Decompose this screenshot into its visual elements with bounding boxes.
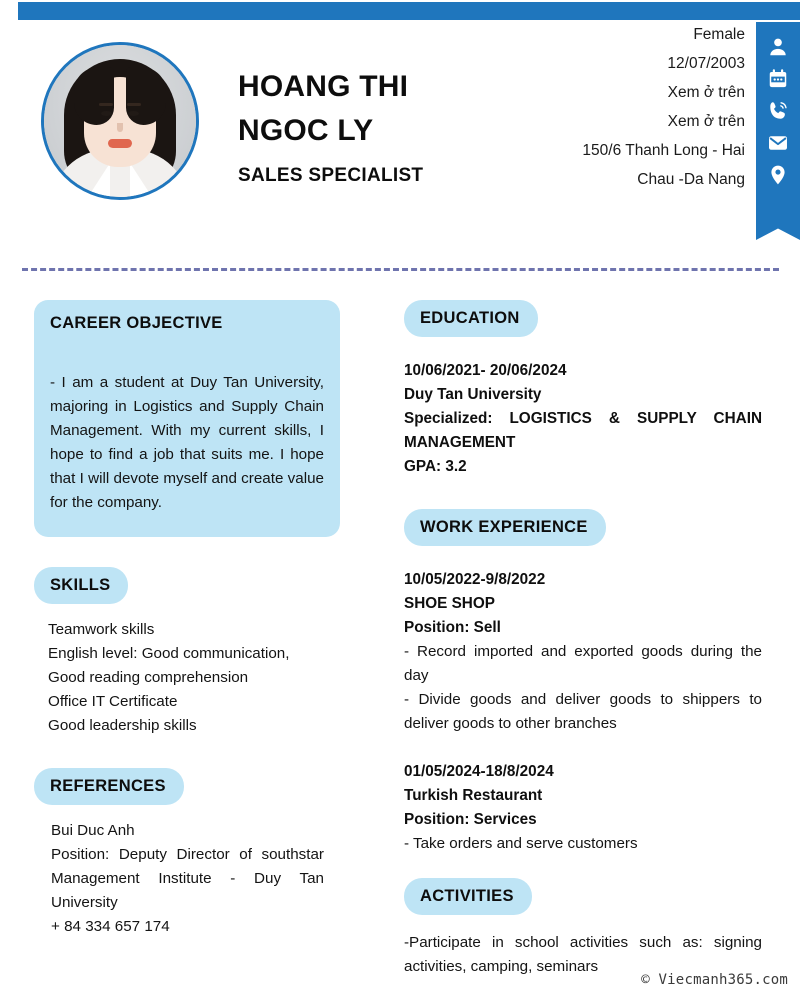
education-school: Duy Tan University: [404, 386, 542, 403]
watermark: © Viecmanh365.com: [641, 972, 788, 988]
section-divider: [22, 268, 779, 271]
contact-icon-list: [756, 34, 800, 188]
career-objective-text: - I am a student at Duy Tan University, majoring in Logistics and Supply Chain Management. With my current skills, I hope to find a job that suits me. I hope that I will devote myself and create value for the company.: [50, 374, 324, 511]
ribbon-tail-notch: [756, 214, 800, 240]
education-entry: [404, 359, 762, 479]
spacer: [34, 738, 340, 768]
contact-address-line-2: Chau -Da Nang: [637, 171, 745, 188]
work-entry: [404, 568, 762, 736]
top-accent-bar: [18, 2, 800, 20]
nose-shape: [117, 123, 123, 132]
work-entry: [404, 760, 762, 856]
education-dates: 10/06/2021- 20/06/2024: [404, 362, 567, 379]
list-item: Office IT Certificate: [48, 693, 178, 710]
education-specialization: Specialized: LOGISTICS & SUPPLY CHAIN MANAGEMENT: [404, 410, 762, 451]
list-item: Good leadership skills: [48, 717, 197, 734]
spacer: [404, 736, 762, 750]
work-duty: - Divide goods and deliver goods to shippers to deliver goods to other branches: [404, 691, 762, 732]
activities-line: -Participate in school activities such as: signing activities, camping, seminars: [404, 934, 762, 975]
education-heading: EDUCATION: [404, 300, 538, 337]
references-heading: REFERENCES: [34, 768, 184, 805]
activities-section: [404, 878, 762, 979]
avatar: [41, 42, 199, 200]
reference-position: Position: Deputy Director of southstar Management Institute - Duy Tan University: [51, 846, 324, 911]
eyebrow-right: [127, 103, 141, 106]
contact-gender: Female: [693, 26, 745, 43]
left-column: [34, 300, 340, 939]
work-company: SHOE SHOP: [404, 595, 495, 612]
phone-icon: [765, 98, 791, 124]
right-column: [404, 300, 762, 979]
work-dates: 10/05/2022-9/8/2022: [404, 571, 546, 588]
eye-left: [101, 111, 112, 116]
reference-phone: + 84 334 657 174: [51, 918, 170, 935]
contact-email[interactable]: Xem ở trên: [667, 113, 745, 130]
education-section: [404, 300, 762, 479]
hair-fringe-left: [74, 67, 114, 125]
list-item: Good reading comprehension: [48, 669, 249, 686]
lips-shape: [108, 139, 132, 148]
spacer: [34, 537, 340, 567]
spacer: [404, 856, 762, 878]
contact-address-line-1: 150/6 Thanh Long - Hai: [582, 142, 745, 159]
work-company: Turkish Restaurant: [404, 787, 543, 804]
career-objective-section: [34, 300, 340, 537]
full-name-line-2: NGOC LY: [238, 114, 374, 147]
cv-header: [0, 20, 800, 252]
spacer: [404, 479, 762, 509]
location-pin-icon: [765, 162, 791, 188]
work-position: Position: Sell: [404, 619, 501, 636]
work-experience-section: [404, 509, 762, 856]
list-item: Teamwork skills: [48, 621, 155, 638]
contact-birthdate: 12/07/2003: [667, 55, 745, 72]
skills-section: [34, 567, 340, 738]
portrait-photo: [44, 45, 196, 197]
eye-right: [128, 111, 139, 116]
hair-fringe-right: [126, 67, 166, 125]
activities-heading: ACTIVITIES: [404, 878, 532, 915]
career-objective-heading: CAREER OBJECTIVE: [50, 314, 223, 332]
list-item: English level: Good communication,: [48, 645, 290, 662]
full-name-line-1: HOANG THI: [238, 70, 409, 103]
references-section: [34, 768, 340, 939]
skills-heading: SKILLS: [34, 567, 128, 604]
collar-right-shape: [130, 163, 152, 197]
eyebrow-left: [99, 103, 113, 106]
work-duty: - Record imported and exported goods during the day: [404, 643, 762, 684]
calendar-icon: [765, 66, 791, 92]
skills-list: [34, 618, 340, 738]
person-icon: [765, 34, 791, 60]
envelope-icon: [765, 130, 791, 156]
work-dates: 01/05/2024-18/8/2024: [404, 763, 554, 780]
work-experience-heading: WORK EXPERIENCE: [404, 509, 606, 546]
reference-name: Bui Duc Anh: [51, 822, 135, 839]
education-gpa: GPA: 3.2: [404, 458, 467, 475]
contact-phone[interactable]: Xem ở trên: [667, 84, 745, 101]
contact-info-block: [475, 20, 745, 194]
collar-left-shape: [88, 163, 110, 197]
work-position: Position: Services: [404, 811, 537, 828]
job-title: SALES SPECIALIST: [238, 165, 424, 186]
references-body: [34, 819, 324, 939]
work-duty: - Take orders and serve customers: [404, 835, 638, 852]
